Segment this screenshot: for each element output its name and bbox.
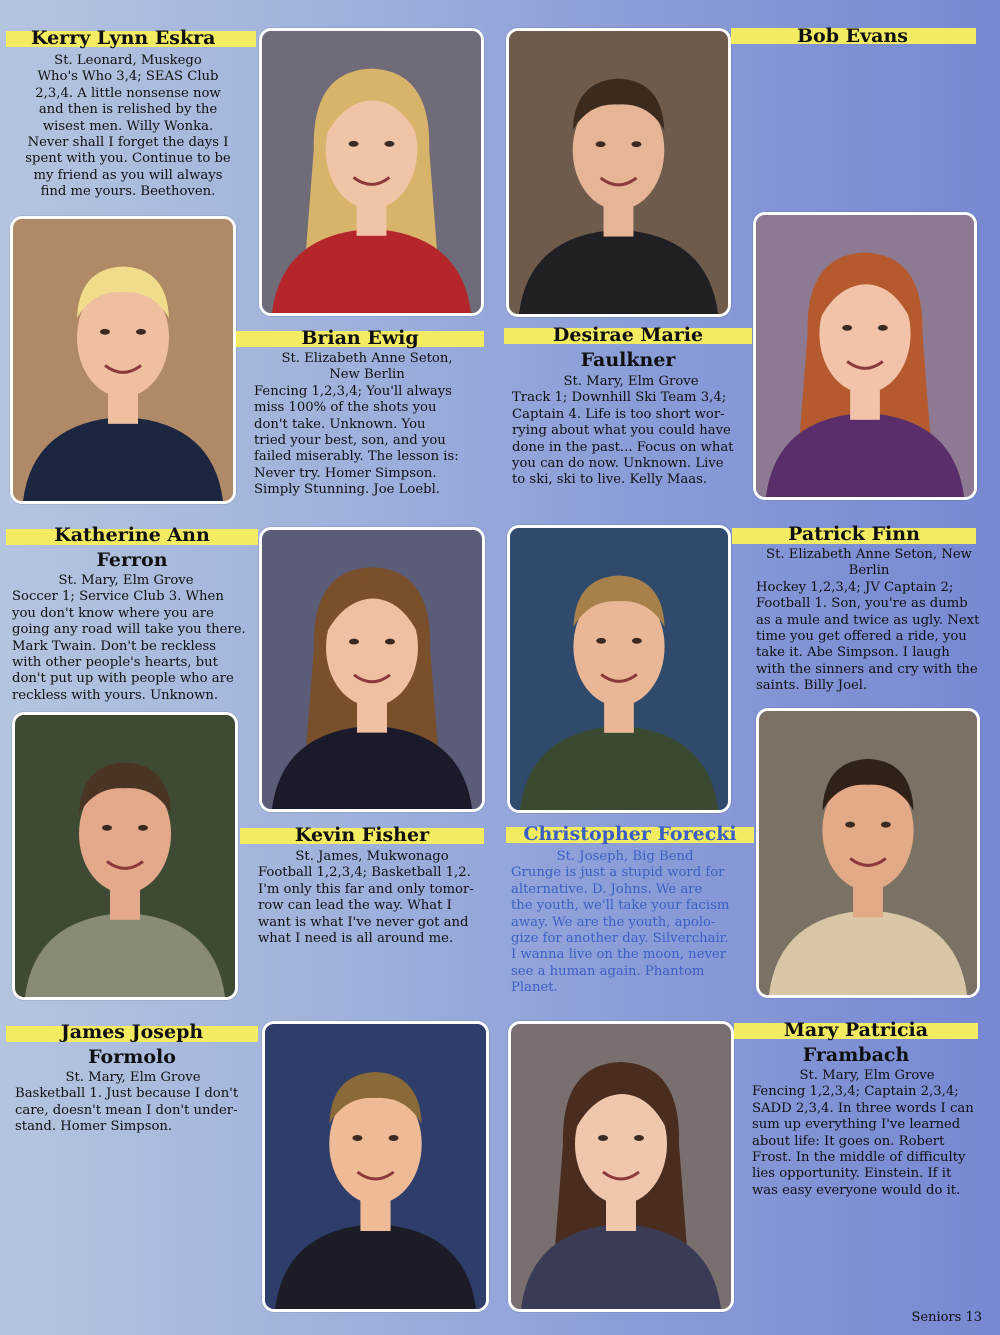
student-bio-forecki <box>511 849 739 997</box>
bio-line: St. Mary, Elm Grove <box>563 374 699 389</box>
bio-line: Fencing 1,2,3,4; Captain 2,3,4; <box>752 1084 959 1100</box>
bio-line: St. Elizabeth Anne Seton, New <box>766 547 972 562</box>
bio-line: Football 1,2,3,4; Basketball 1,2. <box>258 865 471 881</box>
bio-line: St. Elizabeth Anne Seton, <box>281 351 453 366</box>
bio-line: miss 100% of the shots you <box>254 400 437 416</box>
portrait-forecki <box>510 528 728 810</box>
bio-line: my friend as you will always <box>33 167 223 183</box>
bio-line: stand. Homer Simpson. <box>15 1119 173 1135</box>
portrait-ewig <box>13 219 233 501</box>
bio-line: reckless with yours. Unknown. <box>12 687 219 703</box>
bio-line: don't take. Unknown. You <box>254 416 426 432</box>
bio-line: time you get offered a ride, you <box>756 629 967 645</box>
student-bio-formolo <box>15 1070 251 1136</box>
student-bio-frambach <box>752 1068 982 1199</box>
bio-line: Who's Who 3,4; SEAS Club <box>37 69 219 85</box>
bio-line: you don't know where you are <box>12 605 214 621</box>
student-name-ewig: Brian Ewig <box>301 327 419 349</box>
portrait-eye-left <box>845 822 855 828</box>
portrait-faulkner <box>756 215 974 497</box>
photo-finn <box>756 708 980 998</box>
bio-line: lies opportunity. Einstein. If it <box>752 1166 952 1182</box>
photo-frambach <box>508 1021 734 1312</box>
bio-line: wisest men. Willy Wonka. <box>42 118 214 134</box>
bio-line: want is what I've never got and <box>258 914 469 930</box>
bio-line: 2,3,4. A little nonsense now <box>35 85 221 101</box>
portrait-eye-left <box>100 329 110 335</box>
bio-line: alternative. D. Johns. We are <box>511 881 703 897</box>
bio-line: care, doesn't mean I don't under- <box>15 1102 238 1118</box>
student-name-finn: Patrick Finn <box>788 523 920 545</box>
bio-line: I'm only this far and only tomor- <box>258 881 474 897</box>
bio-line: St. Mary, Elm Grove <box>65 1070 201 1085</box>
bio-line: rying about what you could have <box>512 423 731 439</box>
bio-line: St. Leonard, Muskego <box>54 53 202 68</box>
bio-line: the youth, we'll take your facism <box>511 898 730 914</box>
bio-line: Basketball 1. Just because I don't <box>15 1086 239 1102</box>
student-bio-ferron <box>12 573 246 704</box>
bio-line: St. Mary, Elm Grove <box>58 573 194 588</box>
student-name-fisher: Kevin Fisher <box>294 824 430 846</box>
bio-line: sum up everything I've learned <box>752 1117 961 1133</box>
student-name-frambach-2: Frambach <box>802 1044 910 1066</box>
bio-line: Soccer 1; Service Club 3. When <box>12 589 224 605</box>
portrait-formolo <box>265 1024 486 1309</box>
photo-ewig <box>10 216 236 504</box>
photo-forecki <box>507 525 731 813</box>
bio-line: Football 1. Son, you're as dumb <box>756 596 968 612</box>
portrait-eye-left <box>596 141 606 147</box>
bio-line: Berlin <box>848 563 890 579</box>
bio-line: done in the past... Focus on what <box>512 439 734 455</box>
bio-line: you can do now. Unknown. Live <box>512 456 724 472</box>
bio-line: Mark Twain. Don't be reckless <box>12 638 217 654</box>
bio-line: Hockey 1,2,3,4; JV Captain 2; <box>756 579 954 595</box>
student-name-ferron-1: Katherine Ann <box>54 524 210 546</box>
portrait-eye-right <box>878 325 888 331</box>
portrait-eye-left <box>349 141 359 147</box>
bio-line: away. We are the youth, apolo- <box>511 914 716 930</box>
bio-line: saints. Billy Joel. <box>756 678 868 694</box>
bio-line: SADD 2,3,4. In three words I can <box>752 1100 974 1116</box>
student-name-faulkner-1: Desirae Marie <box>552 324 704 346</box>
portrait-eye-left <box>598 1135 608 1141</box>
student-bio-finn <box>756 547 982 695</box>
portrait-eye-left <box>349 639 359 645</box>
bio-line: with the sinners and cry with the <box>756 661 978 677</box>
bio-line: Planet. <box>511 980 558 996</box>
portrait-eye-right <box>138 825 148 831</box>
bio-line: about life: It goes on. Robert <box>752 1133 945 1149</box>
bio-line: and then is relished by the <box>38 102 218 118</box>
student-name-forecki: Christopher Forecki <box>523 823 737 845</box>
portrait-eye-left <box>102 825 112 831</box>
bio-line: what I need is all around me. <box>258 931 454 947</box>
student-bio-ewig <box>254 351 480 499</box>
portrait-eye-right <box>389 1135 399 1141</box>
bio-line: Fencing 1,2,3,4; You'll always <box>254 383 452 399</box>
bio-line: New Berlin <box>329 367 405 383</box>
photo-fisher <box>12 712 238 1000</box>
bio-line: was easy everyone would do it. <box>752 1182 961 1198</box>
portrait-eye-left <box>596 638 606 644</box>
bio-line: spent with you. Continue to be <box>25 151 231 167</box>
bio-line: tried your best, son, and you <box>254 433 446 449</box>
bio-line: row can lead the way. What I <box>258 898 452 914</box>
portrait-eye-right <box>136 329 146 335</box>
bio-line: I wanna live on the moon, never <box>511 947 727 963</box>
portrait-eye-right <box>634 1135 644 1141</box>
student-name-evans: Bob Evans <box>797 25 908 47</box>
bio-line: St. Joseph, Big Bend <box>556 849 694 864</box>
student-bio-fisher <box>258 849 486 947</box>
photo-formolo <box>262 1021 489 1312</box>
student-name-formolo-2: Formolo <box>88 1046 176 1068</box>
bio-line: find me yours. Beethoven. <box>40 184 216 200</box>
portrait-eskra <box>262 31 481 313</box>
bio-line: St. James, Mukwonago <box>295 849 449 864</box>
bio-line: Never try. Homer Simpson. <box>254 465 437 481</box>
portrait-ferron <box>262 530 482 809</box>
bio-line: Track 1; Downhill Ski Team 3,4; <box>512 390 727 406</box>
portrait-eye-left <box>842 325 852 331</box>
student-name-eskra: Kerry Lynn Eskra <box>31 27 216 49</box>
portrait-fisher <box>15 715 235 997</box>
photo-faulkner <box>753 212 977 500</box>
student-name-ferron-2: Ferron <box>96 549 168 571</box>
bio-line: Grunge is just a stupid word for <box>511 865 725 881</box>
student-bio-eskra <box>4 53 252 201</box>
bio-line: failed miserably. The lesson is: <box>254 449 459 465</box>
bio-line: gize for another day. Silverchair. <box>511 931 729 947</box>
bio-line: to ski, ski to live. Kelly Maas. <box>512 472 708 488</box>
bio-line: going any road will take you there. <box>12 622 246 638</box>
portrait-eye-right <box>631 141 641 147</box>
portrait-evans <box>509 31 728 314</box>
bio-line: Simply Stunning. Joe Loebl. <box>254 482 440 498</box>
bio-line: Captain 4. Life is too short wor- <box>512 406 725 422</box>
bio-line: see a human again. Phantom <box>511 963 705 979</box>
photo-evans <box>506 28 731 317</box>
bio-line: Never shall I forget the days I <box>27 135 229 151</box>
page-footer: Seniors 13 <box>911 1310 982 1325</box>
portrait-finn <box>759 711 977 995</box>
student-name-formolo-1: James Joseph <box>60 1021 204 1043</box>
portrait-eye-right <box>632 638 642 644</box>
bio-line: Frost. In the middle of difficulty <box>752 1150 966 1166</box>
bio-line: take it. Abe Simpson. I laugh <box>756 645 950 661</box>
bio-line: don't put up with people who are <box>12 671 234 687</box>
bio-line: as a mule and twice as ugly. Next <box>756 612 980 628</box>
portrait-eye-right <box>881 822 891 828</box>
portrait-eye-right <box>384 141 394 147</box>
student-name-faulkner-2: Faulkner <box>580 349 676 371</box>
student-name-frambach-1: Mary Patricia <box>783 1019 929 1041</box>
portrait-eye-left <box>352 1135 362 1141</box>
portrait-frambach <box>511 1024 731 1309</box>
student-bio-faulkner <box>512 374 750 489</box>
bio-line: with other people's hearts, but <box>12 655 218 671</box>
portrait-eye-right <box>385 639 395 645</box>
photo-ferron <box>259 527 485 812</box>
bio-line: St. Mary, Elm Grove <box>799 1068 935 1083</box>
photo-eskra <box>259 28 484 316</box>
